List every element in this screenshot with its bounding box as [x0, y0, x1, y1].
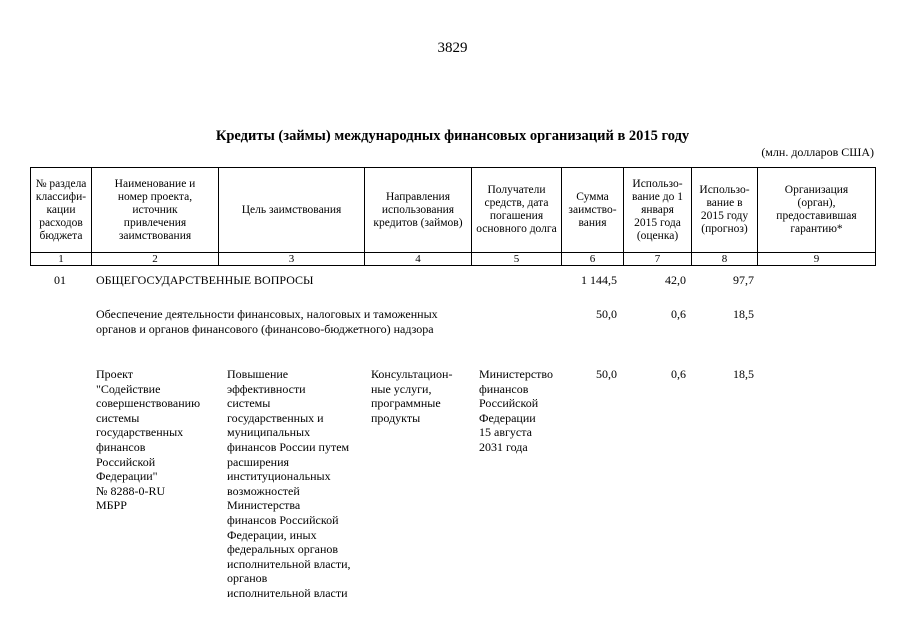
col-number: 6: [562, 253, 624, 266]
subsection-used-2015: 18,5: [733, 307, 754, 321]
subsection-used-before: 0,6: [671, 307, 686, 321]
units-note: (млн. долларов США): [761, 145, 874, 159]
col-header-amount: Сумма заимство- вания: [562, 168, 624, 253]
table-header: [30, 167, 876, 266]
col-header-usage: Направления использования кредитов (займов): [365, 168, 472, 253]
col-header-project-name: Наименование и номер проекта, источник привлечения заимствования: [92, 168, 219, 253]
col-header-used-2015: Использо- вание в 2015 году (прогноз): [692, 168, 758, 253]
document-title: Кредиты (займы) международных финансовых организаций в 2015 году: [215, 128, 690, 144]
project-amount: 50,0: [596, 367, 617, 381]
col-header-goal: Цель заимствования: [219, 168, 365, 253]
col-header-section-code: № раздела классифи- кации расходов бюджета: [31, 168, 92, 253]
col-header-recipients: Получатели средств, дата погашения основного долга: [472, 168, 562, 253]
column-numbers-row: [31, 253, 876, 266]
section-amount: 1 144,5: [581, 273, 617, 287]
project-used-2015: 18,5: [733, 367, 754, 381]
col-number: 5: [472, 253, 562, 266]
col-number: 7: [624, 253, 692, 266]
column-headers-row: [31, 168, 876, 253]
subsection-name: Обеспечение деятельности финансовых, налоговых и таможенных органов и органов финансового (финансово-бюджетного) надзора: [96, 307, 438, 336]
col-header-guarantor: Организация (орган), предоставившая гарантию*: [758, 168, 876, 253]
col-number: 2: [92, 253, 219, 266]
subsection-amount: 50,0: [596, 307, 617, 321]
col-number: 4: [365, 253, 472, 266]
col-number: 9: [758, 253, 876, 266]
col-number: 1: [31, 253, 92, 266]
project-goal: Повышение эффективности системы государственных и муниципальных финансов России путем расширения институциональных возможностей Министерства финансов Российской Федерации, иных федеральных органов исполнительной власти, органов исполнительной власти: [227, 367, 351, 600]
section-used-before: 42,0: [665, 273, 686, 287]
page-number: 3829: [437, 40, 468, 56]
project-used-before: 0,6: [671, 367, 686, 381]
section-used-2015: 97,7: [733, 273, 754, 287]
col-header-used-before: Использо- вание до 1 января 2015 года (оценка): [624, 168, 692, 253]
project-recipient: Министерство финансов Российской Федерации 15 августа 2031 года: [479, 367, 553, 454]
section-code: 01: [54, 273, 66, 287]
section-name: ОБЩЕГОСУДАРСТВЕННЫЕ ВОПРОСЫ: [96, 273, 314, 287]
col-number: 3: [219, 253, 365, 266]
col-number: 8: [692, 253, 758, 266]
project-usage: Консультацион- ные услуги, программные продукты: [371, 367, 453, 425]
project-name: Проект "Содействие совершенствованию системы государственных финансов Российской Федерации" № 8288-0-RU МБРР: [96, 367, 201, 513]
